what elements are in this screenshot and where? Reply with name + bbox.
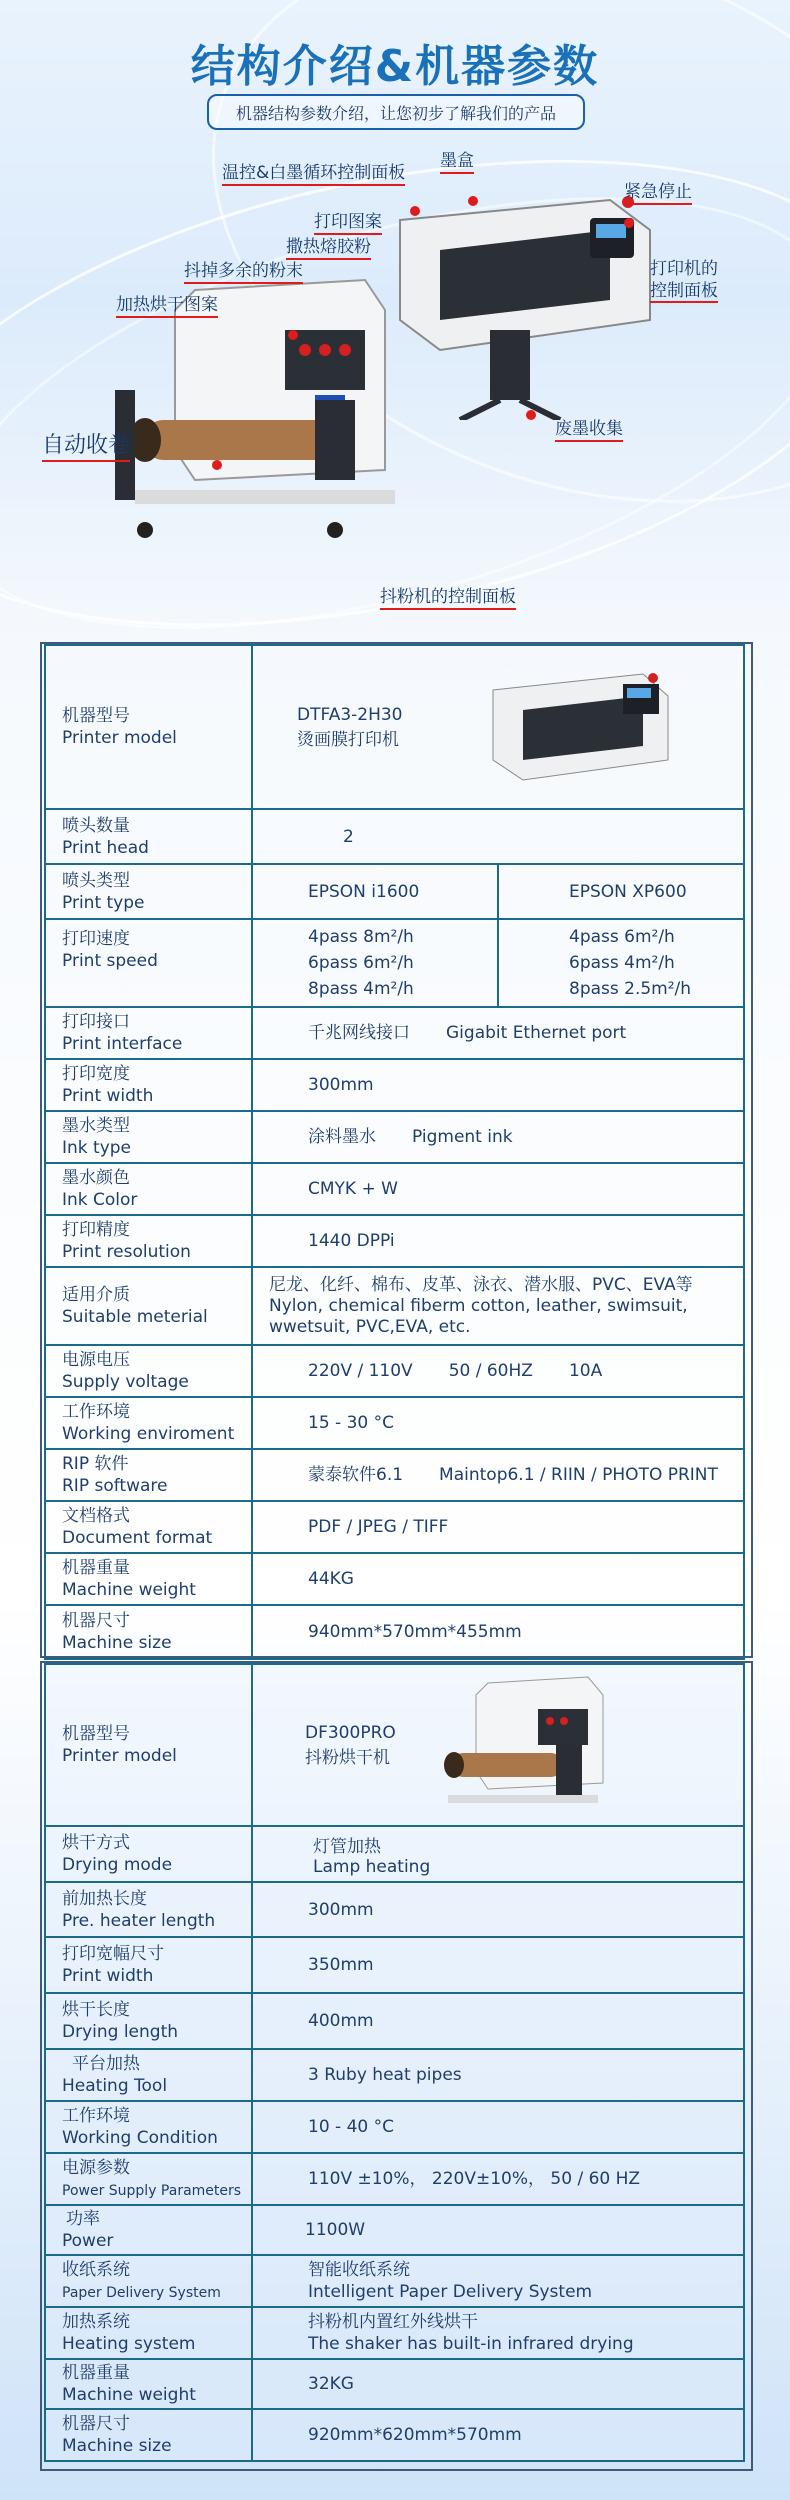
spec-value — [252, 2255, 744, 2307]
table-row — [45, 1501, 744, 1553]
key-en: Machine weight — [62, 1580, 196, 1600]
key-en: Supply voltage — [62, 1372, 189, 1392]
table-row — [45, 1345, 744, 1397]
speed-b: 4pass 6m²/h — [569, 927, 675, 947]
key-cn: 工作环境 — [62, 1402, 130, 1422]
spec-value: EPSON XP600 — [498, 864, 744, 919]
spec-value: 44KG — [252, 1553, 744, 1605]
hero-section — [0, 0, 790, 630]
key-cn: 打印速度 — [62, 929, 130, 949]
key-en: Printer model — [62, 728, 177, 748]
value-cn: 智能收纸系统 — [308, 2260, 410, 2280]
key-en: Document format — [62, 1528, 213, 1548]
value-en: Gigabit Ethernet port — [446, 1023, 627, 1043]
spec-value: 940mm*570mm*455mm — [252, 1605, 744, 1659]
value-cn: 抖粉机内置红外线烘干 — [308, 2312, 478, 2332]
spec-key — [45, 1937, 252, 1993]
media-line: Nylon, chemical fiberm cotton, leather, swimsuit, — [269, 1295, 688, 1316]
value-c: 10A — [568, 1361, 603, 1381]
key-cn: 平台加热 — [72, 2054, 140, 2074]
speed-a: 8pass 4m²/h — [308, 979, 414, 999]
value-en: Intelligent Paper Delivery System — [308, 2282, 593, 2302]
spec-value: 400mm — [252, 1993, 744, 2049]
spec-value — [252, 1345, 744, 1397]
label-waste-ink: 废墨收集 — [555, 418, 623, 442]
table-row — [45, 1267, 744, 1345]
key-en: Suitable meterial — [62, 1307, 208, 1327]
key-cn: 烘干长度 — [62, 2000, 130, 2020]
table-row — [45, 2359, 744, 2409]
table-row — [45, 1605, 744, 1659]
spec-key — [45, 1664, 252, 1826]
key-en: Machine size — [62, 2436, 172, 2456]
spec-table-printer — [44, 644, 745, 1660]
spec-key — [45, 1007, 252, 1059]
key-cn: 功率 — [66, 2209, 100, 2229]
value-en: Pigment ink — [412, 1127, 513, 1147]
callout-dot — [288, 330, 298, 340]
table-row — [45, 1007, 744, 1059]
table-row — [45, 1111, 744, 1163]
key-en: Drying length — [62, 2022, 179, 2042]
label-temp-control: 温控&白墨循环控制面板 — [222, 162, 405, 186]
key-cn: 机器型号 — [62, 1724, 130, 1744]
table-row — [45, 1215, 744, 1267]
spec-value — [252, 645, 744, 809]
value-cn: 灯管加热 — [313, 1836, 381, 1857]
key-en: Heating Tool — [62, 2076, 168, 2096]
spec-value: 350mm — [252, 1937, 744, 1993]
spec-value: 300mm — [252, 1882, 744, 1937]
key-en: Print width — [62, 1966, 154, 1986]
table-row — [45, 2153, 744, 2205]
key-cn: 墨水类型 — [62, 1116, 130, 1136]
spec-key — [45, 1826, 252, 1882]
spec-key — [45, 1449, 252, 1501]
key-en: Working enviroment — [62, 1424, 235, 1444]
spec-value — [252, 1007, 744, 1059]
table-row — [45, 2307, 744, 2359]
value-cn: 蒙泰软件6.1 — [308, 1465, 404, 1485]
key-en: Paper Delivery System — [62, 2284, 221, 2301]
speed-b: 8pass 2.5m²/h — [569, 979, 692, 999]
spec-value — [252, 1449, 744, 1501]
spec-key — [45, 1553, 252, 1605]
key-en: Ink type — [62, 1138, 132, 1158]
spec-key — [45, 1215, 252, 1267]
model-name: 烫画膜打印机 — [297, 729, 399, 750]
spec-key — [45, 1163, 252, 1215]
label-printer-panel-line1: 打印机的 — [650, 259, 718, 279]
key-en: Print interface — [62, 1034, 183, 1054]
value-en: Lamp heating — [313, 1856, 431, 1877]
spec-key — [45, 1345, 252, 1397]
table-row — [45, 645, 744, 809]
table-row — [45, 2255, 744, 2307]
key-en: RIP software — [62, 1476, 168, 1496]
label-auto-collect: 自动收卷 — [42, 432, 130, 462]
spec-value — [252, 1826, 744, 1882]
spec-value: 110V ±10%， 220V±10%， 50 / 60 HZ — [252, 2153, 744, 2205]
spec-value: 2 — [252, 809, 744, 864]
spec-value — [498, 919, 744, 1007]
table-row — [45, 1937, 744, 1993]
table-row — [45, 1449, 744, 1501]
key-cn: 机器尺寸 — [62, 2414, 130, 2434]
spec-value: 1440 DPPi — [252, 1215, 744, 1267]
key-en: Printer model — [62, 1746, 177, 1766]
table-row — [45, 1397, 744, 1449]
table-row — [45, 809, 744, 864]
shaker-thumbnail — [438, 1673, 618, 1823]
table-row — [45, 2049, 744, 2101]
spec-key — [45, 809, 252, 864]
spec-key — [45, 2255, 252, 2307]
spec-key — [45, 1605, 252, 1659]
spec-value: 1100W — [252, 2205, 744, 2255]
media-line: 尼龙、化纤、棉布、皮革、泳衣、潜水服、PVC、EVA等 — [269, 1274, 693, 1295]
label-emergency-stop: 紧急停止 — [624, 181, 692, 205]
table-row — [45, 1993, 744, 2049]
key-cn: 打印宽幅尺寸 — [62, 1944, 164, 1964]
key-cn: 喷头类型 — [62, 870, 130, 891]
spec-table-shaker — [44, 1663, 745, 2462]
spec-key — [45, 2307, 252, 2359]
value-cn: 千兆网线接口 — [308, 1023, 410, 1043]
table-row — [45, 1163, 744, 1215]
label-heat-dry: 加热烘干图案 — [116, 294, 218, 318]
spec-value — [252, 1267, 744, 1345]
spec-key — [45, 1111, 252, 1163]
key-cn: 机器重量 — [62, 2363, 130, 2383]
page-title: 结构介绍&机器参数 — [190, 41, 600, 92]
speed-b: 6pass 4m²/h — [569, 953, 675, 973]
value-en: Maintop6.1 / RIIN / PHOTO PRINT — [439, 1465, 718, 1485]
callout-dot — [526, 410, 536, 420]
key-en: Print type — [62, 892, 145, 913]
spec-value — [252, 2307, 744, 2359]
label-printer-panel-line2: 控制面板 — [650, 281, 718, 301]
spec-key — [45, 1501, 252, 1553]
spec-key — [45, 2409, 252, 2461]
table-row — [45, 2409, 744, 2461]
spec-value: 300mm — [252, 1059, 744, 1111]
key-en: Heating system — [62, 2334, 196, 2354]
callout-dot — [410, 206, 420, 216]
key-cn: 机器型号 — [62, 706, 130, 726]
value-cn: 涂料墨水 — [308, 1127, 376, 1147]
spec-key — [45, 864, 252, 919]
key-en: Print speed — [62, 951, 158, 971]
label-spread-powder: 撒热熔胶粉 — [286, 236, 371, 260]
speed-a: 4pass 8m²/h — [308, 927, 414, 947]
key-en: Working Condition — [62, 2128, 218, 2148]
media-line: wwetsuit, PVC,EVA, etc. — [269, 1316, 471, 1337]
key-en: Pre. heater length — [62, 1910, 216, 1931]
key-en: Print head — [62, 837, 149, 858]
key-cn: 打印接口 — [62, 1012, 130, 1032]
key-cn: 打印宽度 — [62, 1064, 130, 1084]
spec-key — [45, 2049, 252, 2101]
model-code: DTFA3-2H30 — [297, 704, 403, 725]
key-cn: 机器重量 — [62, 1558, 130, 1578]
spec-key — [45, 1267, 252, 1345]
table-row — [45, 919, 744, 1007]
key-en: Print resolution — [62, 1242, 191, 1262]
spec-value: 15 - 30 °C — [252, 1397, 744, 1449]
label-print-pattern: 打印图案 — [314, 211, 382, 235]
model-name: 抖粉烘干机 — [305, 1747, 390, 1768]
speed-a: 6pass 6m²/h — [308, 953, 414, 973]
key-cn: 打印精度 — [62, 1220, 130, 1240]
key-cn: 工作环境 — [62, 2106, 130, 2126]
label-shaker-panel: 抖粉机的控制面板 — [380, 586, 516, 610]
key-en: Print width — [62, 1086, 154, 1106]
spec-value: 3 Ruby heat pipes — [252, 2049, 744, 2101]
spec-value: 920mm*620mm*570mm — [252, 2409, 744, 2461]
spec-value: PDF / JPEG / TIFF — [252, 1501, 744, 1553]
key-en: Machine size — [62, 1633, 172, 1653]
key-cn: 适用介质 — [62, 1285, 130, 1305]
value-a: 220V / 110V — [308, 1361, 413, 1381]
table-row — [45, 1882, 744, 1937]
key-cn: 收纸系统 — [62, 2259, 130, 2280]
page-subtitle: 机器结构参数介绍，让您初步了解我们的产品 — [207, 94, 585, 130]
spec-value: 32KG — [252, 2359, 744, 2409]
spec-key — [45, 1882, 252, 1937]
table-row — [45, 864, 744, 919]
spec-value — [252, 1664, 744, 1826]
key-cn: 电源电压 — [62, 1350, 130, 1370]
key-cn: 墨水颜色 — [62, 1168, 130, 1188]
key-en: Power — [62, 2231, 114, 2251]
table-row — [45, 1059, 744, 1111]
spec-value: CMYK + W — [252, 1163, 744, 1215]
key-en: Machine weight — [62, 2385, 196, 2405]
callout-dot — [468, 196, 478, 206]
printer-thumbnail — [483, 660, 673, 796]
spec-key — [45, 919, 252, 1007]
spec-value — [252, 919, 498, 1007]
callout-dot — [624, 218, 634, 228]
value-b: 50 / 60HZ — [448, 1361, 533, 1381]
key-cn: 前加热长度 — [62, 1888, 147, 1909]
table-row — [45, 1553, 744, 1605]
spec-key — [45, 2153, 252, 2205]
spec-value: EPSON i1600 — [252, 864, 498, 919]
value-en: The shaker has built-in infrared drying — [308, 2334, 634, 2354]
spec-key — [45, 1993, 252, 2049]
key-cn: RIP 软件 — [62, 1454, 129, 1474]
spec-value — [252, 1111, 744, 1163]
label-shake-powder: 抖掉多余的粉末 — [184, 260, 303, 284]
callout-dot — [212, 460, 222, 470]
table-row — [45, 2205, 744, 2255]
spec-key — [45, 1059, 252, 1111]
key-cn: 加热系统 — [62, 2312, 130, 2332]
shaker-illustration — [115, 270, 435, 600]
key-cn: 机器尺寸 — [62, 1611, 130, 1631]
table-row — [45, 1826, 744, 1882]
label-printer-panel — [650, 258, 718, 302]
key-cn: 电源参数 — [62, 2157, 130, 2178]
spec-key — [45, 2205, 252, 2255]
key-en: Drying mode — [62, 1855, 173, 1875]
spec-key — [45, 645, 252, 809]
model-code: DF300PRO — [305, 1722, 396, 1743]
spec-key — [45, 1397, 252, 1449]
key-cn: 烘干方式 — [62, 1833, 130, 1853]
table-row — [45, 2101, 744, 2153]
spec-key — [45, 2101, 252, 2153]
key-en: Ink Color — [62, 1190, 138, 1210]
spec-value: 10 - 40 °C — [252, 2101, 744, 2153]
key-cn: 文档格式 — [62, 1506, 130, 1526]
key-en: Power Supply Parameters — [62, 2182, 242, 2199]
spec-key — [45, 2359, 252, 2409]
label-ink-box: 墨盒 — [440, 150, 474, 174]
table-row — [45, 1664, 744, 1826]
key-cn: 喷头数量 — [62, 815, 130, 836]
